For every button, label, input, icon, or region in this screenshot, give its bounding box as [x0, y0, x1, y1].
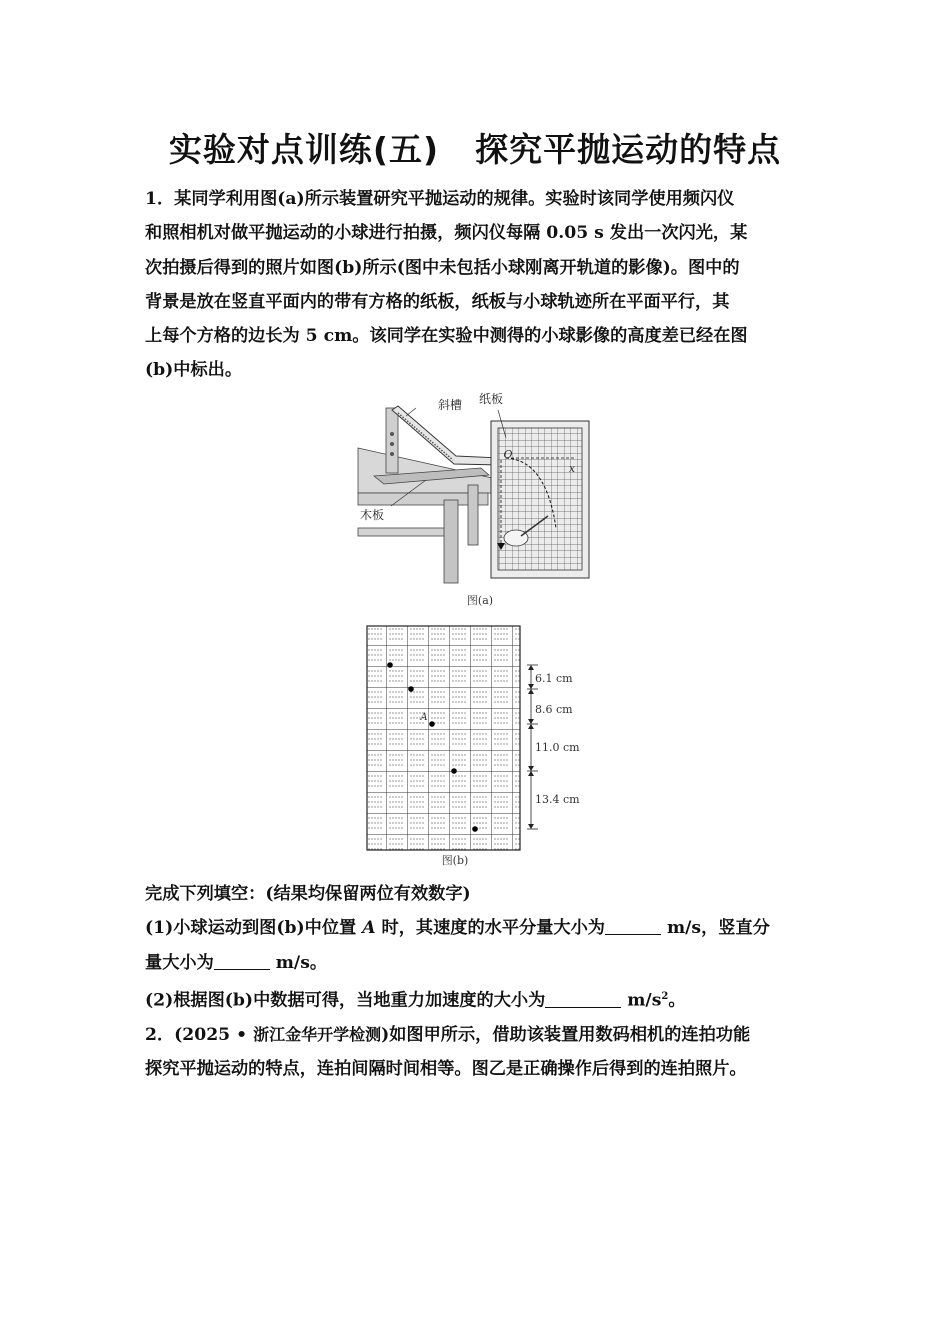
sub2-superscript: 2	[661, 990, 669, 1002]
sub1-text: (1)小球运动到图(b)中位置	[145, 918, 357, 939]
label-x-axis: x	[568, 462, 576, 475]
question-1-subparts	[145, 877, 807, 1087]
apparatus-illustration	[356, 388, 596, 588]
q2-text: )如图甲所示，借助该装置用数码相机的连拍功能	[381, 1024, 751, 1045]
subquestion-1	[145, 911, 807, 945]
instruction: 完成下列填空：(结果均保留两位有效数字)	[145, 884, 471, 904]
height-label: 13.4 cm	[535, 793, 580, 806]
answer-blank-horizontal[interactable]	[605, 914, 661, 935]
title-right: 探究平抛运动的特点	[475, 130, 782, 169]
subquestion-2	[145, 980, 807, 1018]
answer-blank-vertical[interactable]	[214, 949, 270, 970]
question-1-text	[145, 182, 807, 388]
q1-line: 背景是放在竖直平面内的带有方格的纸板，纸板与小球轨迹所在平面平行，其	[145, 291, 730, 312]
subquestion-1-cont	[145, 946, 807, 980]
question-2-line: 探究平抛运动的特点，连拍间隔时间相等。图乙是正确操作后得到的连拍照片。	[145, 1059, 747, 1080]
q2-dot: •	[236, 1024, 248, 1045]
q2-source: 浙江金华开学检测	[253, 1024, 382, 1044]
sub2-unit: m/s	[627, 990, 662, 1011]
sub2-text: (2)根据图(b)中数据可得，当地重力加速度的大小为	[145, 990, 546, 1011]
label-origin: O	[503, 448, 513, 461]
sub1-variable: A	[362, 918, 376, 939]
sub2-end: 。	[668, 990, 686, 1011]
q1-line: 上每个方格的边长为 5 cm。该同学在实验中测得的小球影像的高度差已经在图	[145, 326, 748, 347]
page-title	[0, 124, 950, 171]
answer-blank-gravity[interactable]	[545, 987, 621, 1008]
q1-line: 次拍摄后得到的照片如图(b)所示(图中未包括小球刚离开轨道的影像)。图中的	[145, 257, 740, 278]
question-2-line	[145, 1018, 807, 1052]
title-left: 实验对点训练(五)	[168, 130, 440, 169]
figure-a	[356, 388, 596, 588]
label-chute: 斜槽	[438, 398, 463, 412]
q1-line: 1．某同学利用图(a)所示装置研究平抛运动的规律。实验时该同学使用频闪仪	[145, 189, 735, 209]
grid-photo	[365, 624, 585, 854]
height-label: 11.0 cm	[535, 741, 580, 754]
sub1-unit: m/s。	[275, 952, 328, 973]
figure-b-caption: 图(b)	[441, 854, 469, 867]
figure-b	[365, 624, 585, 854]
q2-number: 2．(2025	[145, 1024, 231, 1045]
q1-line: 和照相机对做平抛运动的小球进行拍摄，频闪仪每隔 0.05 s 发出一次闪光，某	[145, 223, 748, 244]
height-label: 6.1 cm	[535, 672, 573, 685]
point-a-label: A	[420, 712, 428, 723]
sub1-unit: m/s，竖直分	[666, 918, 770, 939]
sub1-text: 量大小为	[145, 952, 214, 973]
sub1-text: 时，其速度的水平分量大小为	[381, 918, 605, 939]
label-board: 木板	[360, 508, 385, 522]
label-paper: 纸板	[479, 392, 504, 406]
q1-line: (b)中标出。	[145, 360, 243, 381]
figure-a-caption: 图(a)	[466, 594, 494, 607]
height-label: 8.6 cm	[535, 703, 573, 716]
